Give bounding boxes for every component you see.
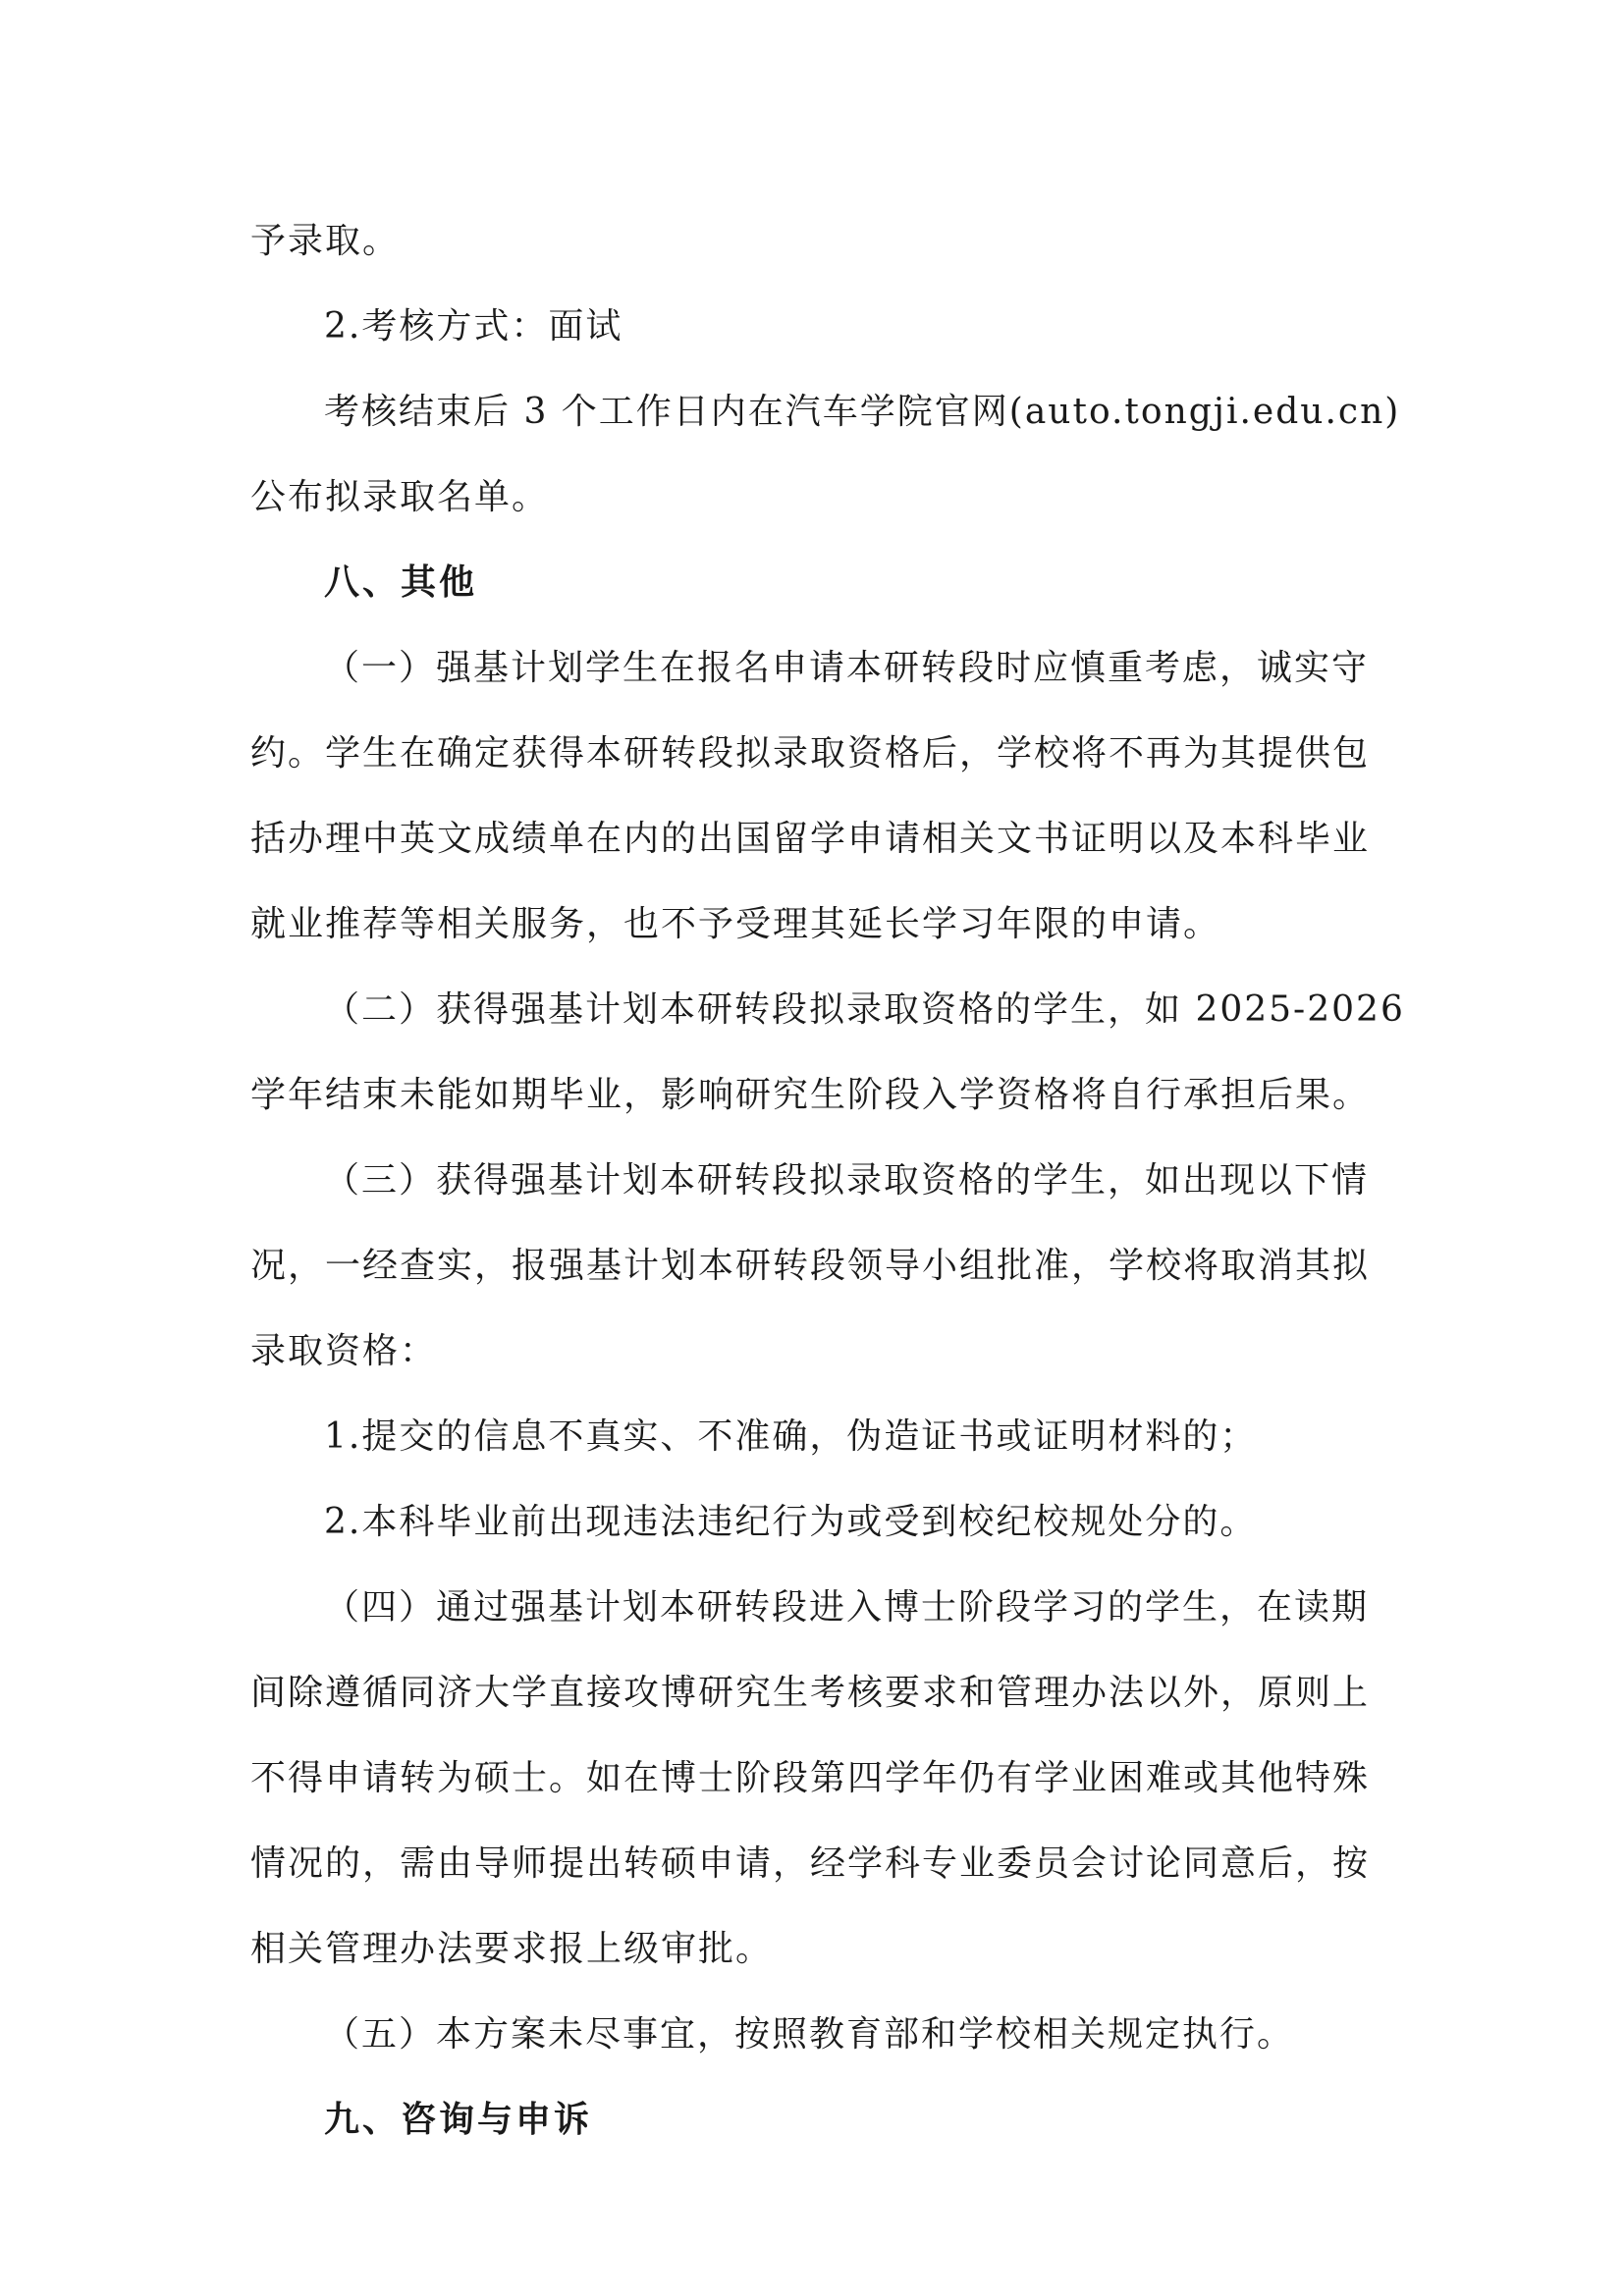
paragraph-line: 情况的，需由导师提出转硕申请，经学科专业委员会讨论同意后，按: [250, 1843, 1371, 1884]
paragraph-line: 予录取。: [250, 221, 401, 261]
paragraph-line: 1.提交的信息不真实、不准确，伪造证书或证明材料的；: [324, 1416, 1258, 1457]
section-heading: 九、咨询与申诉: [324, 2100, 593, 2140]
paragraph-line: 括办理中英文成绩单在内的出国留学申请相关文书证明以及本科毕业: [250, 819, 1371, 859]
paragraph-line: 2.考核方式：面试: [324, 306, 623, 347]
paragraph-line: 2.本科毕业前出现违法违纪行为或受到校纪校规处分的。: [324, 1502, 1258, 1542]
paragraph-line: （三）获得强基计划本研转段拟录取资格的学生，如出现以下情: [324, 1160, 1370, 1201]
paragraph-line: 相关管理办法要求报上级审批。: [250, 1929, 774, 1969]
paragraph-line: （五）本方案未尽事宜，按照教育部和学校相关规定执行。: [324, 2014, 1295, 2055]
paragraph-line: 不得申请转为硕士。如在博士阶段第四学年仍有学业困难或其他特殊: [250, 1758, 1371, 1798]
paragraph-line: 学年结束未能如期毕业，影响研究生阶段入学资格将自行承担后果。: [250, 1075, 1371, 1115]
paragraph-line: 况，一经查实，报强基计划本研转段领导小组批准，学校将取消其拟: [250, 1246, 1371, 1286]
section-heading: 八、其他: [324, 562, 478, 603]
paragraph-line: 就业推荐等相关服务，也不予受理其延长学习年限的申请。: [250, 904, 1221, 944]
paragraph-line: 约。学生在确定获得本研转段拟录取资格后，学校将不再为其提供包: [250, 733, 1371, 774]
paragraph-line: 间除遵循同济大学直接攻博研究生考核要求和管理办法以外，原则上: [250, 1673, 1371, 1713]
paragraph-line: 录取资格：: [250, 1331, 438, 1371]
paragraph-line: （四）通过强基计划本研转段进入博士阶段学习的学生，在读期: [324, 1587, 1370, 1628]
paragraph-line: 考核结束后 3 个工作日内在汽车学院官网(auto.tongji.edu.cn): [324, 392, 1401, 432]
paragraph-line: （一）强基计划学生在报名申请本研转段时应慎重考虑，诚实守: [324, 648, 1370, 688]
paragraph-line: 公布拟录取名单。: [250, 477, 550, 517]
paragraph-line: （二）获得强基计划本研转段拟录取资格的学生，如 2025-2026: [324, 989, 1405, 1030]
